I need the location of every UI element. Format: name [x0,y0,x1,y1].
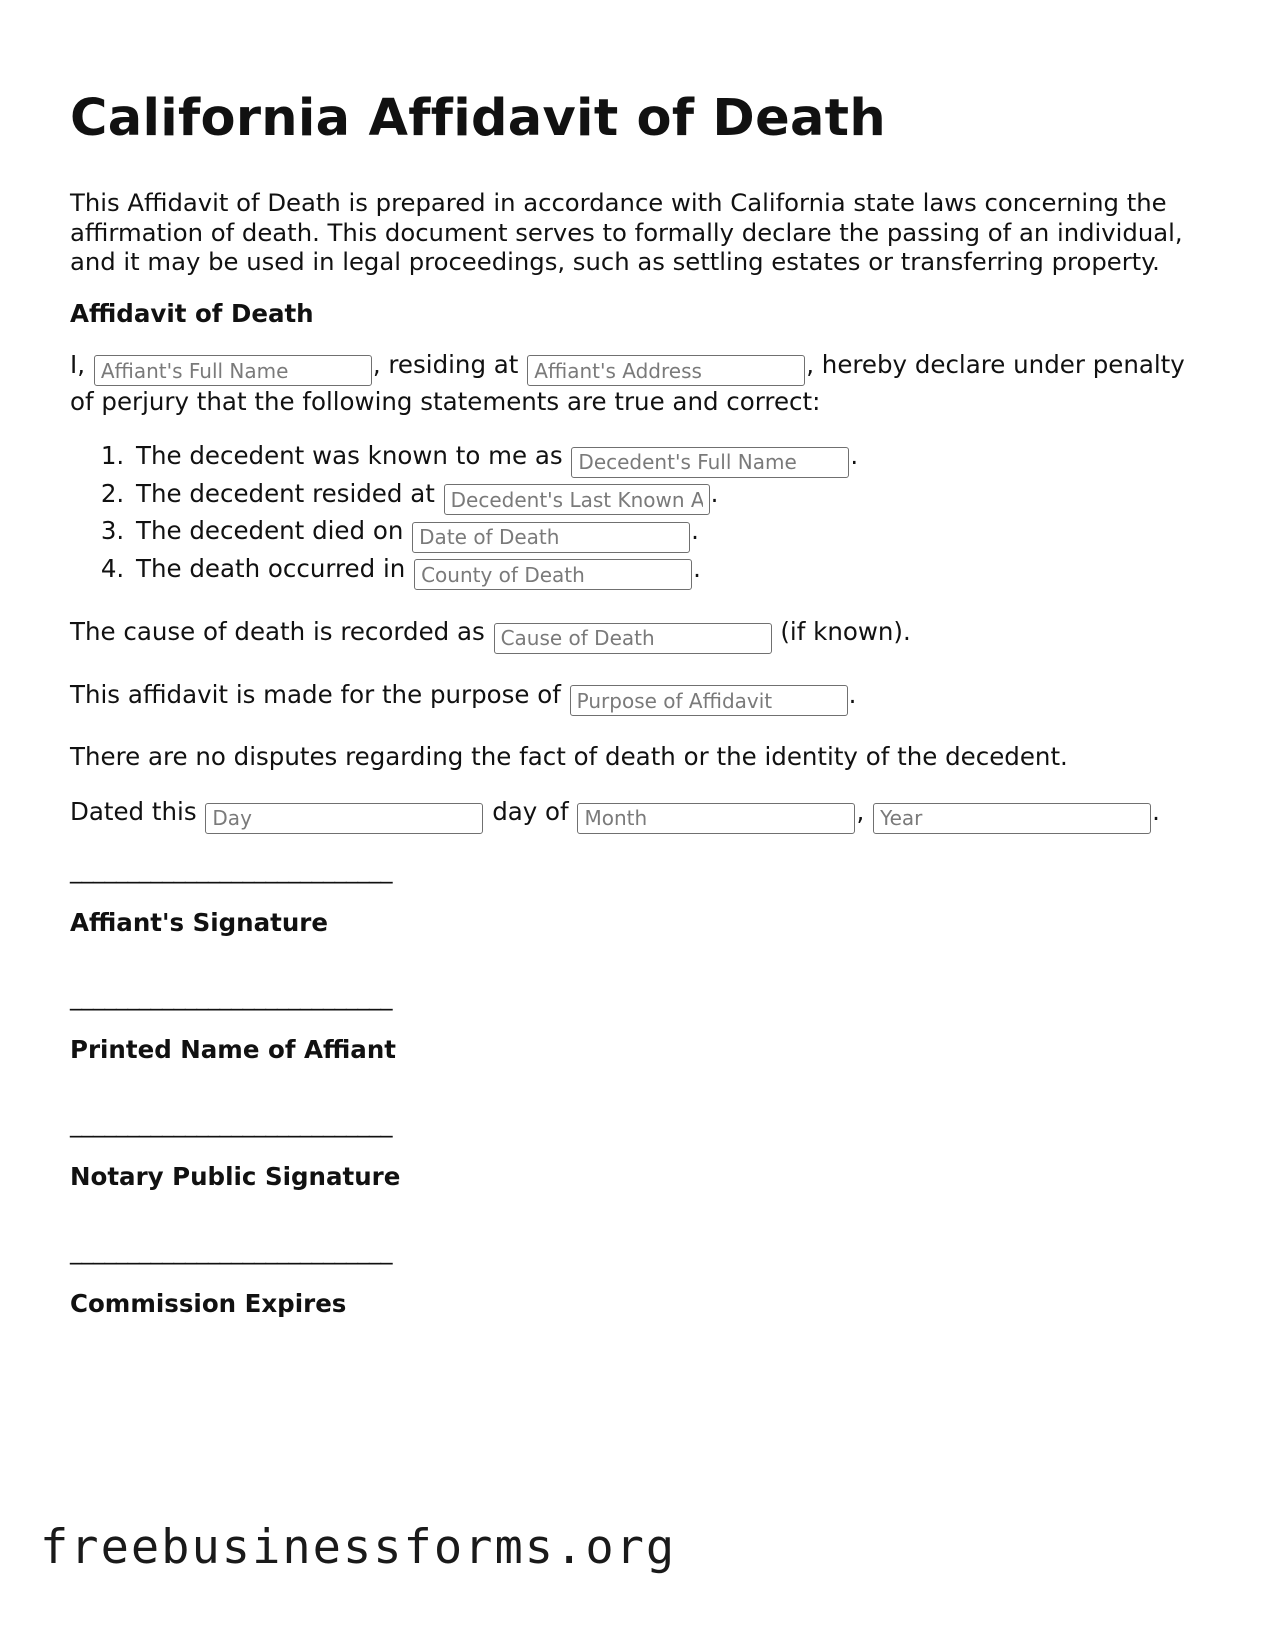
statement-prefix: I, [70,349,86,379]
commission-expires-label: Commission Expires [70,1288,347,1318]
affiant-name-field[interactable] [94,355,372,386]
affiant-signature-block [70,856,1200,938]
list-item [132,515,1200,553]
list-item [132,440,1200,478]
notary-signature-block [70,1110,1200,1192]
signature-line: ____________________________ [70,982,392,1011]
list-item-end: . [693,553,701,583]
statements-list [70,440,1200,590]
affiant-signature-label: Affiant's Signature [70,907,328,937]
purpose-end: . [848,679,857,709]
list-item-text: The decedent resided at [136,478,435,508]
dated-end: . [1152,797,1160,826]
cause-of-death-line [70,616,1200,654]
page-title: California Affidavit of Death [70,89,886,148]
purpose-text: This affidavit is made for the purpose of [70,679,561,709]
list-item-end: . [850,441,859,470]
document-page [70,84,1200,1319]
county-of-death-field[interactable] [414,559,692,590]
purpose-field[interactable] [570,685,848,716]
purpose-line [70,679,1200,717]
year-field[interactable] [873,803,1151,834]
no-dispute-statement: There are no disputes regarding the fact of death or the identity of the decedent. [70,742,1068,771]
dated-prefix: Dated this [70,797,197,826]
list-item-end: . [691,516,699,545]
list-item-text: The decedent died on [136,516,404,545]
date-of-death-field[interactable] [412,522,690,553]
declaration-statement [70,349,1200,419]
section-heading: Affidavit of Death [70,298,314,328]
cause-end: (if known). [780,617,911,646]
day-field[interactable] [205,803,483,834]
statement-declare: , hereby declare under penalty of perjury that the following statements are true and correct: [70,349,1185,416]
printed-name-label: Printed Name of Affiant [70,1034,396,1064]
signature-line: ____________________________ [70,1236,392,1265]
list-item-text: The decedent was known to me as [136,441,563,470]
list-item-text: The death occurred in [136,553,406,583]
list-item-end: . [710,478,719,508]
affiant-address-field[interactable] [527,355,805,386]
notary-signature-label: Notary Public Signature [70,1161,401,1191]
site-watermark: freebusinessforms.org [40,1520,677,1575]
list-item [132,478,1200,516]
dated-comma: , [856,797,865,826]
decedent-name-field[interactable] [571,447,849,478]
cause-text: The cause of death is recorded as [70,617,485,646]
dated-day-of: day of [492,797,569,826]
statement-residing: , residing at [372,349,519,379]
month-field[interactable] [577,803,855,834]
printed-name-block [70,983,1200,1065]
signature-line: ____________________________ [70,1109,392,1138]
dated-line [70,796,1200,834]
intro-paragraph: This Affidavit of Death is prepared in accordance with California state laws concerning the affirmation of death. This document serves to formally declare the passing of an individual, and it may be used in legal proceedings, such as settling estates or transferring property. [70,188,1183,276]
list-item [132,553,1200,591]
commission-expires-block [70,1237,1200,1319]
decedent-address-field[interactable] [444,484,710,515]
cause-of-death-field[interactable] [494,623,772,654]
signature-line: ____________________________ [70,855,392,884]
